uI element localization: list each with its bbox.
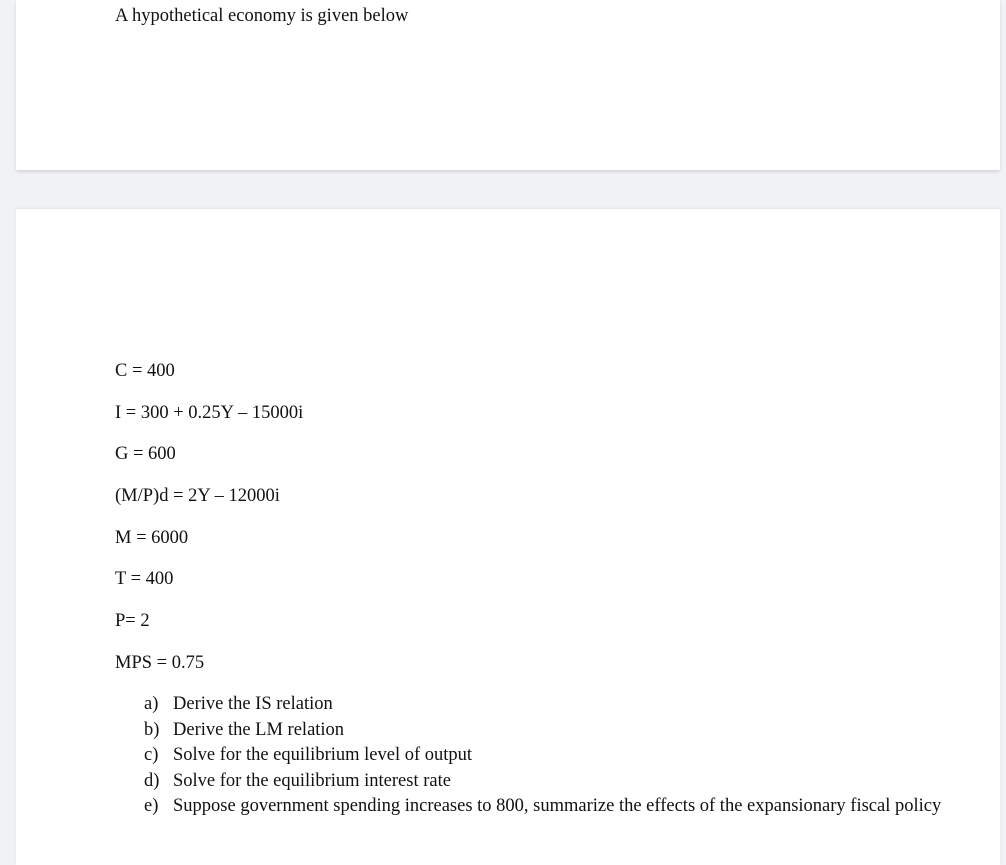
question-label: d) <box>144 770 160 791</box>
equation-mps: MPS = 0.75 <box>115 652 205 673</box>
question-list <box>144 692 944 820</box>
question-item <box>144 718 944 744</box>
question-item <box>144 692 944 718</box>
equation-taxes: T = 400 <box>115 569 174 590</box>
document-page-1 <box>16 0 1000 170</box>
question-text: Derive the IS relation <box>173 694 333 714</box>
question-label: c) <box>144 745 159 765</box>
equation-money-demand: (M/P)d = 2Y – 12000i <box>115 486 280 507</box>
question-label: a) <box>144 694 159 714</box>
equation-list <box>115 359 303 693</box>
equation-money-supply: M = 6000 <box>115 527 189 548</box>
question-item <box>144 794 944 820</box>
question-text: Solve for the equilibrium interest rate <box>173 770 451 791</box>
equation-investment: I = 300 + 0.25Y – 15000i <box>115 402 304 423</box>
document-page-2 <box>16 209 1000 865</box>
question-text: Derive the LM relation <box>173 719 345 740</box>
question-text: Suppose government spending increases to 800, summarize the effects of the expansionary fiscal policy <box>173 796 942 816</box>
intro-text: A hypothetical economy is given below <box>115 6 409 26</box>
question-label: e) <box>144 796 159 816</box>
equation-consumption: C = 400 <box>115 361 175 381</box>
question-item <box>144 743 944 769</box>
equation-government-spending: G = 600 <box>115 444 176 465</box>
equation-price-level: P= 2 <box>115 611 150 632</box>
question-item <box>144 769 944 795</box>
question-text: Solve for the equilibrium level of output <box>173 745 473 765</box>
question-label: b) <box>144 719 160 740</box>
